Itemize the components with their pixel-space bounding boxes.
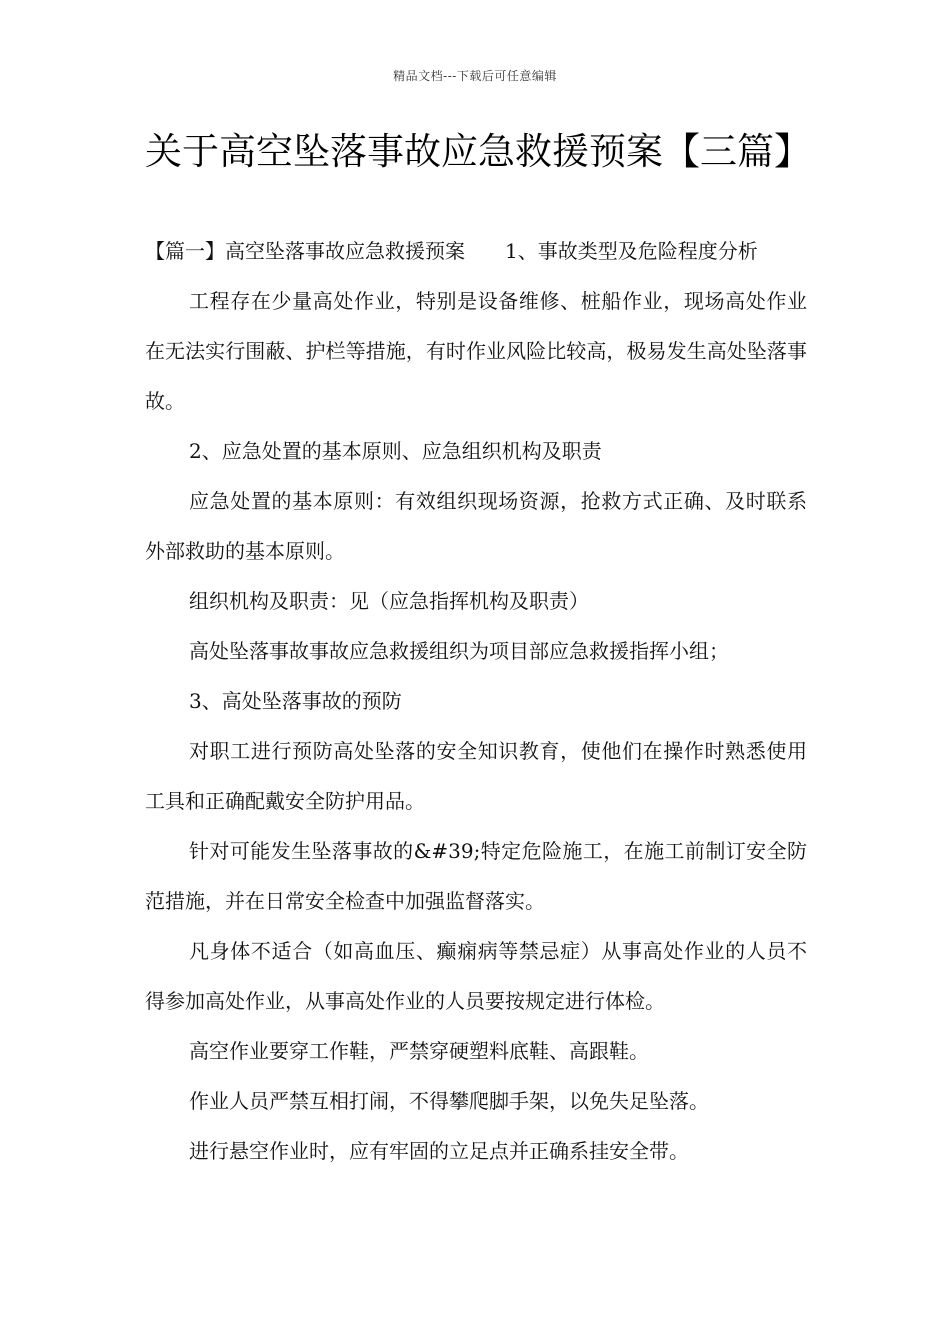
paragraph: 应急处置的基本原则：有效组织现场资源，抢救方式正确、及时联系外部救助的基本原则。 bbox=[145, 489, 807, 563]
paragraph: 3、高处坠落事故的预防 bbox=[189, 689, 402, 713]
document-title: 关于高空坠落事故应急救援预案【三篇】 bbox=[145, 130, 811, 173]
paragraph: 工程存在少量高处作业，特别是设备维修、桩船作业，现场高处作业在无法实行围蔽、护栏等措施，有时作业风险比较高，极易发生高处坠落事故。 bbox=[145, 289, 807, 413]
header-note: 精品文档---下载后可任意编辑 bbox=[393, 69, 557, 83]
paragraph: 针对可能发生坠落事故的&#39;特定危险施工，在施工前制订安全防范措施，并在日常安全检查中加强监督落实。 bbox=[145, 839, 807, 913]
paragraph: 对职工进行预防高处坠落的安全知识教育，使他们在操作时熟悉使用工具和正确配戴安全防护用品。 bbox=[145, 739, 807, 813]
paragraph: 作业人员严禁互相打闹，不得攀爬脚手架，以免失足坠落。 bbox=[189, 1089, 709, 1113]
document-body bbox=[145, 226, 807, 1176]
paragraph: 2、应急处置的基本原则、应急组织机构及职责 bbox=[189, 439, 602, 463]
paragraph: 组织机构及职责：见（应急指挥机构及职责） bbox=[189, 589, 589, 613]
paragraph: 进行悬空作业时，应有牢固的立足点并正确系挂安全带。 bbox=[189, 1139, 689, 1163]
paragraph: 高空作业要穿工作鞋，严禁穿硬塑料底鞋、高跟鞋。 bbox=[189, 1039, 649, 1063]
paragraph: 高处坠落事故事故应急救援组织为项目部应急救援指挥小组； bbox=[189, 639, 729, 663]
paragraph: 凡身体不适合（如高血压、癫痫病等禁忌症）从事高处作业的人员不得参加高处作业，从事高处作业的人员要按规定进行体检。 bbox=[145, 939, 807, 1013]
paragraph-section-heading: 【篇一】高空坠落事故应急救援预案 1、事故类型及危险程度分析 bbox=[145, 239, 758, 263]
